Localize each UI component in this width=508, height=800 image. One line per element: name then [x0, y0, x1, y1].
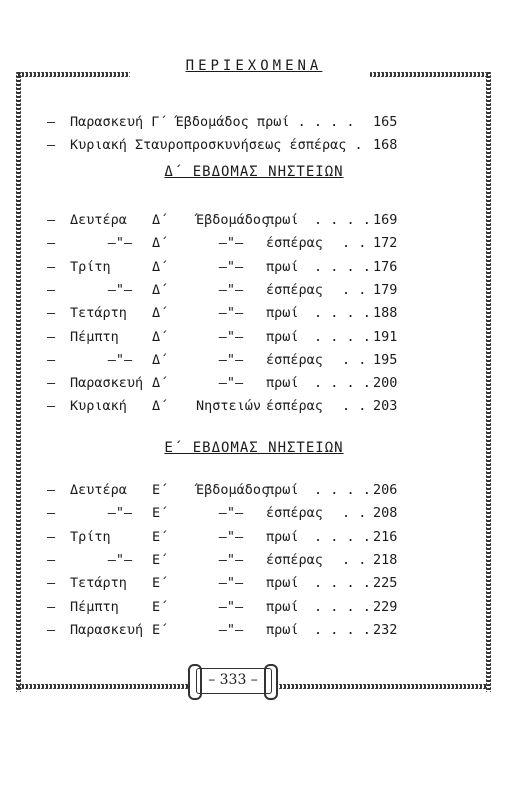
entry-day: Δευτέρα [70, 482, 127, 498]
entry-week: Ε΄ [152, 621, 169, 638]
entry-description: Νηστειών [196, 398, 262, 415]
entry-week: Ε΄ [152, 598, 169, 615]
entry-time: πρωί [266, 575, 299, 592]
entry-day: Τετάρτη [70, 575, 127, 592]
entry-text: Παρασκευή Γ΄ Έβδομάδος πρωί . . . . [70, 114, 355, 130]
entry-page: 208 [373, 505, 398, 522]
entry-week: Δ΄ [152, 398, 169, 415]
entry-day: –"– [107, 281, 133, 298]
entry-dash: – [47, 528, 56, 545]
entry-page: 188 [373, 305, 398, 322]
page-title: ΠΕΡΙΕΧΟΜΕΝΑ [185, 58, 323, 74]
toc-entry [0, 622, 508, 642]
entry-dash: – [47, 328, 56, 345]
toc-entry [0, 137, 508, 157]
entry-description: –"– [218, 235, 244, 252]
toc-entry [0, 529, 508, 549]
entry-time: πρωί [266, 305, 299, 322]
entry-week: Δ΄ [152, 235, 169, 252]
entry-day: –"– [107, 235, 133, 252]
entry-page: 216 [373, 528, 398, 545]
entry-week: Ε΄ [152, 551, 169, 568]
entry-page: 179 [373, 281, 398, 298]
toc-entry [0, 282, 508, 302]
entry-description: –"– [218, 281, 244, 298]
entry-week: Δ΄ [152, 258, 169, 275]
toc-entry [0, 212, 508, 232]
entry-dash: – [47, 621, 56, 638]
toc-entry [0, 552, 508, 572]
entry-page: 232 [373, 621, 398, 638]
entry-week: Δ΄ [152, 375, 169, 392]
toc-entry [0, 482, 508, 502]
entry-page: 218 [373, 551, 398, 568]
section-title-d: Δ΄ ΕΒΔΟΜΑΣ ΝΗΣΤΕΙΩΝ [164, 164, 344, 180]
entry-day: –"– [107, 351, 133, 368]
entry-day: Πέμπτη [70, 598, 119, 615]
entry-dash: – [47, 305, 56, 322]
entry-dash: – [47, 505, 56, 522]
entry-page: 206 [373, 482, 398, 498]
entry-leader-dots: . . . . [314, 528, 371, 545]
entry-leader-dots: . . [342, 281, 367, 298]
entry-time: έσπέρας [266, 398, 323, 415]
entry-week: Ε΄ [152, 505, 169, 522]
toc-entry [0, 329, 508, 349]
entry-week: Ε΄ [152, 575, 169, 592]
entry-week: Δ΄ [152, 305, 169, 322]
entry-day: Πέμπτη [70, 328, 119, 345]
entry-description: –"– [218, 258, 244, 275]
entry-time: πρωί [266, 328, 299, 345]
toc-entry [0, 259, 508, 279]
toc-entry [0, 575, 508, 595]
entry-page: 229 [373, 598, 398, 615]
entry-week: Ε΄ [152, 528, 169, 545]
entry-description: –"– [218, 598, 244, 615]
entry-leader-dots: . . . . [314, 305, 371, 322]
entry-leader-dots: . . . . [314, 598, 371, 615]
entry-day: Τρίτη [70, 528, 111, 545]
entry-dash: – [47, 258, 56, 275]
entry-description: –"– [218, 375, 244, 392]
entry-week: Δ΄ [152, 281, 169, 298]
entry-page: 203 [373, 398, 398, 415]
entry-leader-dots: . . . . [314, 621, 371, 638]
entry-page: 191 [373, 328, 398, 345]
entry-description: –"– [218, 505, 244, 522]
entry-page: 195 [373, 351, 398, 368]
entry-leader-dots: . . [342, 398, 367, 415]
entry-description: –"– [218, 351, 244, 368]
entry-page: 176 [373, 258, 398, 275]
entry-time: έσπέρας [266, 235, 323, 252]
entry-description: –"– [218, 621, 244, 638]
entry-dash: – [47, 235, 56, 252]
entry-description: –"– [218, 328, 244, 345]
entry-time: πρωί [266, 212, 299, 228]
entry-dash: – [47, 482, 56, 498]
entry-day: Τρίτη [70, 258, 111, 275]
entry-leader-dots: . . [342, 351, 367, 368]
entry-week: Ε΄ [152, 482, 169, 498]
page-number-ornament [188, 664, 278, 696]
entry-description: –"– [218, 528, 244, 545]
entry-page: 172 [373, 235, 398, 252]
entry-day: –"– [107, 551, 133, 568]
entry-dash: – [47, 398, 56, 415]
entry-page: 200 [373, 375, 398, 392]
entry-time: έσπέρας [266, 505, 323, 522]
entry-week: Δ΄ [152, 212, 169, 228]
entry-page: 225 [373, 575, 398, 592]
entry-day: Παρασκευή [70, 621, 144, 638]
entry-leader-dots: . . [342, 505, 367, 522]
toc-entry [0, 305, 508, 325]
entry-page: 168 [373, 137, 398, 153]
toc-entry [0, 114, 508, 134]
entry-week: Δ΄ [152, 351, 169, 368]
entry-time: πρωί [266, 258, 299, 275]
entry-leader-dots: . . [342, 551, 367, 568]
entry-time: έσπέρας [266, 551, 323, 568]
toc-entry [0, 398, 508, 418]
entry-leader-dots: . . . . [314, 575, 371, 592]
entry-dash: – [47, 575, 56, 592]
entry-day: –"– [107, 505, 133, 522]
entry-time: πρωί [266, 598, 299, 615]
entry-description: –"– [218, 305, 244, 322]
entry-dash: – [47, 114, 56, 130]
entry-dash: – [47, 212, 56, 228]
entry-page: 165 [373, 114, 398, 130]
entry-time: πρωί [266, 528, 299, 545]
entry-leader-dots: . . . . [314, 375, 371, 392]
entry-dash: – [47, 281, 56, 298]
entry-leader-dots: . . . . [314, 328, 371, 345]
entry-dash: – [47, 551, 56, 568]
bottom-border-right [276, 684, 488, 689]
entry-description: –"– [218, 575, 244, 592]
entry-time: πρωί [266, 482, 299, 498]
toc-entry [0, 599, 508, 619]
entry-week: Δ΄ [152, 328, 169, 345]
entry-leader-dots: . . . . [314, 258, 371, 275]
entry-time: έσπέρας [266, 351, 323, 368]
section-title-e: Ε΄ ΕΒΔΟΜΑΣ ΝΗΣΤΕΙΩΝ [164, 440, 344, 456]
entry-text: Κυριακή Σταυροπροσκυνήσεως έσπέρας . [70, 137, 363, 153]
toc-entry [0, 505, 508, 525]
toc-entry [0, 375, 508, 395]
entry-day: Κυριακή [70, 398, 127, 415]
entry-description: Έβδομάδος [196, 482, 270, 498]
bottom-border-left [18, 684, 190, 689]
entry-time: πρωί [266, 621, 299, 638]
entry-dash: – [47, 351, 56, 368]
entry-leader-dots: . . [342, 235, 367, 252]
page-number: – 333 – [208, 672, 258, 688]
entry-time: έσπέρας [266, 281, 323, 298]
entry-leader-dots: . . . . [314, 212, 371, 228]
entry-description: Έβδομάδος [196, 212, 270, 228]
toc-entry [0, 352, 508, 372]
entry-dash: – [47, 137, 56, 153]
entry-dash: – [47, 598, 56, 615]
toc-entry [0, 235, 508, 255]
entry-leader-dots: . . . . [314, 482, 371, 498]
entry-dash: – [47, 375, 56, 392]
entry-day: Δευτέρα [70, 212, 127, 228]
entry-day: Παρασκευή [70, 375, 144, 392]
entry-time: πρωί [266, 375, 299, 392]
entry-page: 169 [373, 212, 398, 228]
entry-day: Τετάρτη [70, 305, 127, 322]
entry-description: –"– [218, 551, 244, 568]
